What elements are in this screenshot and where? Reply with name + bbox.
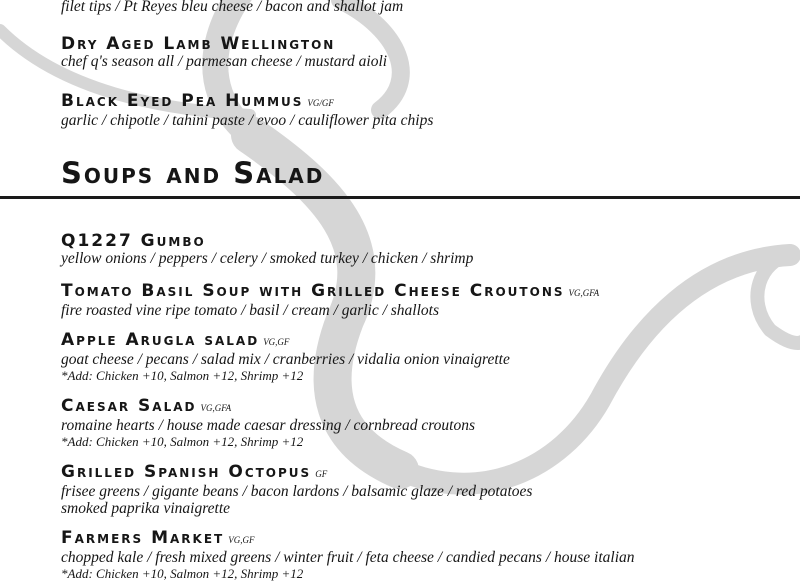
menu-item: [61, 92, 433, 129]
item-name: Grilled Spanish Octopus GF: [61, 462, 328, 482]
diet-tag: VG,GF: [263, 337, 290, 347]
item-name: Dry Aged Lamb Wellington: [61, 34, 336, 54]
item-addon: *Add: Chicken +10, Salmon +12, Shrimp +12: [61, 434, 304, 449]
section-divider: [0, 196, 800, 199]
diet-tag: VG,GF: [228, 535, 255, 545]
item-description: goat cheese / pecans / salad mix / cranberries / vidalia onion vinaigrette: [61, 351, 510, 368]
top-item-fragment: [61, 0, 403, 15]
section-title: Soups and Salad: [61, 156, 325, 190]
item-name: Apple Arugla salad VG,GF: [61, 330, 290, 350]
item-description: chopped kale / fresh mixed greens / winter fruit / feta cheese / candied pecans / house italian: [61, 549, 635, 566]
diet-tag: VG,GFA: [200, 403, 232, 413]
item-name: Caesar Salad VG,GFA: [61, 396, 232, 416]
item-name: Q1227 Gumbo: [61, 231, 206, 251]
menu-item: [61, 331, 510, 384]
item-description: yellow onions / peppers / celery / smoked turkey / chicken / shrimp: [61, 250, 474, 267]
menu-item: [61, 232, 473, 267]
item-name: Tomato Basil Soup with Grilled Cheese Croutons VG,GFA: [61, 281, 600, 301]
item-description: romaine hearts / house made caesar dressing / cornbread croutons: [61, 417, 476, 434]
item-addon: *Add: Chicken +10, Salmon +12, Shrimp +12: [61, 566, 304, 581]
item-addon: *Add: Chicken +10, Salmon +12, Shrimp +12: [61, 368, 304, 383]
diet-tag: VG/GF: [307, 98, 334, 108]
item-description: frisee greens / gigante beans / bacon lardons / balsamic glaze / red potatoes: [61, 483, 533, 500]
menu-item: [61, 35, 387, 70]
item-name: Black Eyed Pea Hummus VG/GF: [61, 91, 334, 111]
item-name: Farmers Market VG,GF: [61, 528, 255, 548]
item-description: chef q's season all / parmesan cheese / mustard aioli: [61, 53, 388, 70]
menu-item: [61, 282, 599, 319]
menu-item: [61, 463, 532, 517]
diet-tag: VG,GFA: [568, 288, 600, 298]
item-description: filet tips / Pt Reyes bleu cheese / bacon and shallot jam: [61, 0, 404, 15]
menu-item: [61, 397, 475, 450]
diet-tag: GF: [315, 469, 328, 479]
item-description: fire roasted vine ripe tomato / basil / cream / garlic / shallots: [61, 302, 440, 319]
menu-item: [61, 529, 635, 582]
item-description: garlic / chipotle / tahini paste / evoo / cauliflower pita chips: [61, 112, 434, 129]
item-description: smoked paprika vinaigrette: [61, 500, 231, 517]
